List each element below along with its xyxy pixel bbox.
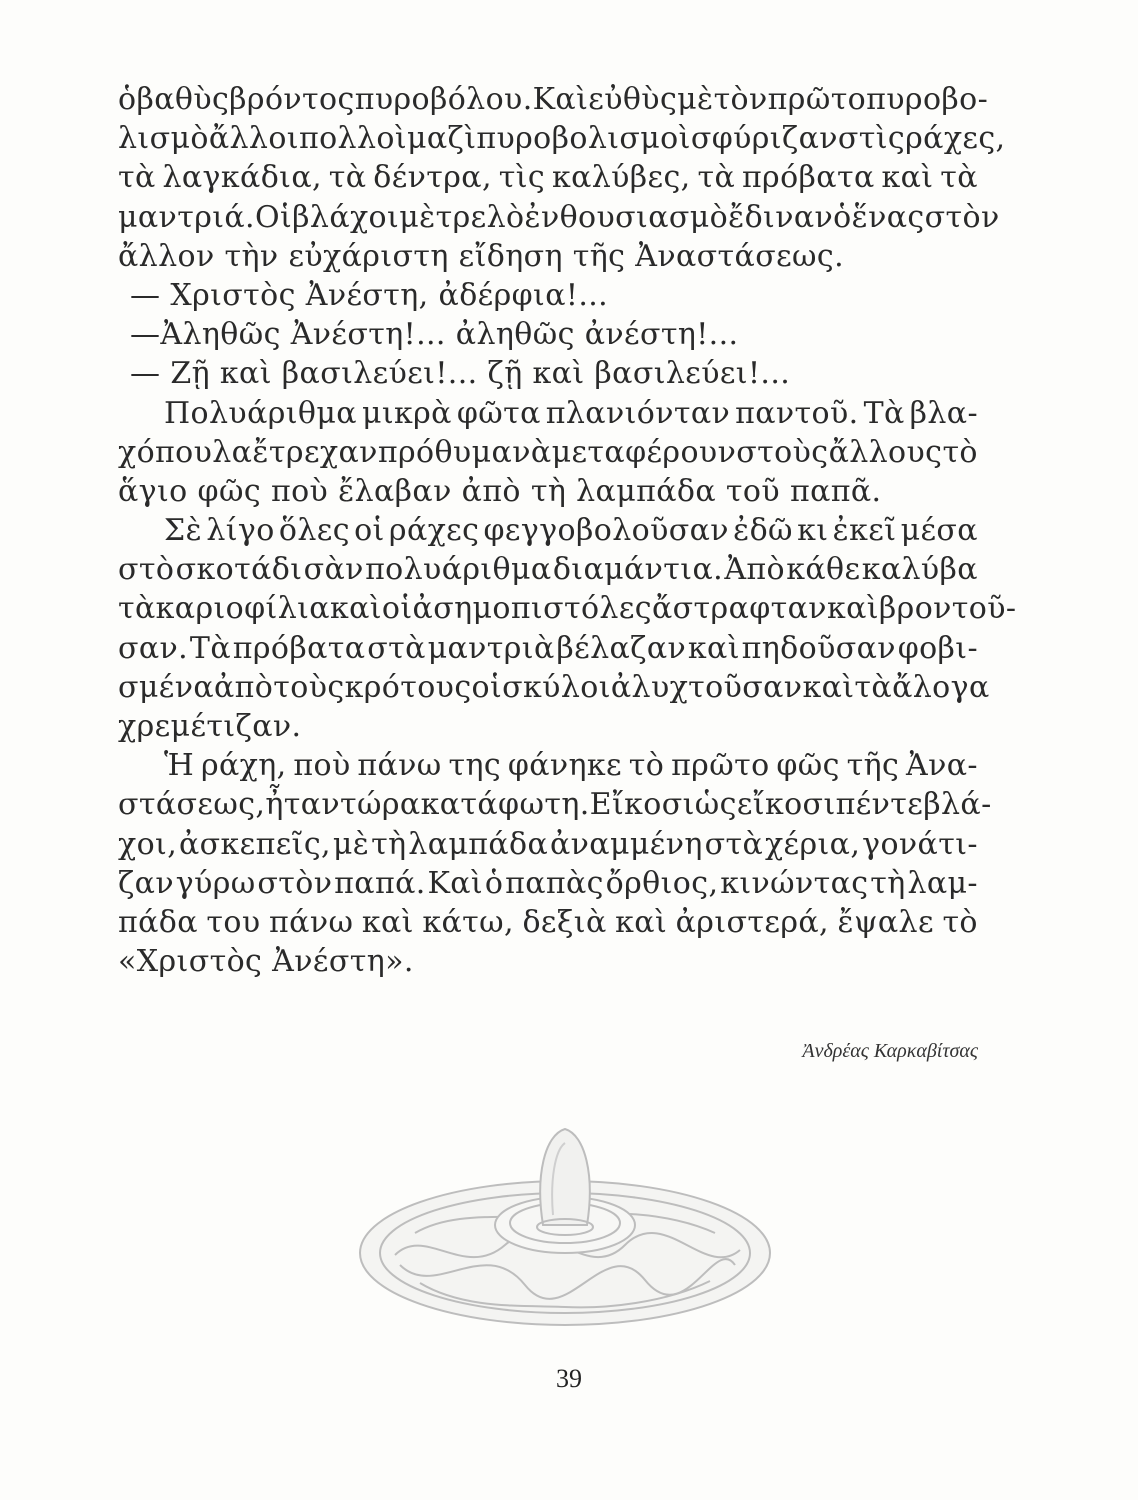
dialogue-line: — Χριστὸς Ἀνέστη, ἀδέρφια!... <box>130 277 609 313</box>
text-line: ἅγιο φῶς ποὺ ἔλαβαν ἀπὸ τὴ λαμπάδα τοῦ παπᾶ. <box>118 473 882 509</box>
text-line: στάσεως, ἦταν τώρα κατάφωτη. Εἴκοσι ὡς εἴκοσι πέντε βλά- <box>118 787 992 823</box>
dialogue-line: —Ἀληθῶς Ἀνέστη!... ἀληθῶς ἀνέστη!... <box>130 317 739 353</box>
text-line: μαντριά. Οἱ βλάχοι μὲ τρελὸ ἐνθουσιασμὸ ἔδιναν ὁ ἕνας στὸν <box>118 199 1000 235</box>
text-line: «Χριστὸς Ἀνέστη». <box>118 944 414 980</box>
text-line: ζαν γύρω στὸν παπά. Καὶ ὁ παπὰς ὄρθιος, κινώντας τὴ λαμ- <box>118 865 978 901</box>
text-line: χοι, ἀσκεπεῖς, μὲ τὴ λαμπάδα ἀναμμένη στὰ χέρια, γονάτι- <box>118 826 978 862</box>
text-line: Σὲ λίγο ὅλες οἱ ράχες φεγγοβολοῦσαν ἐδῶ κι ἐκεῖ μέσα <box>164 513 978 549</box>
dialogue-line: — Ζῇ καὶ βασιλεύει!... ζῇ καὶ βασιλεύει!... <box>130 356 791 392</box>
text-line: ὁ βαθὺς βρόντος πυροβόλου. Καὶ εὐθὺς μὲ τὸν πρῶτο πυροβο- <box>118 82 989 117</box>
text-line: Πολυάριθμα μικρὰ φῶτα πλανιόνταν παντοῦ. Τὰ βλα- <box>164 395 978 431</box>
text-line: χρεμέτιζαν. <box>118 709 302 744</box>
author-signature: Ἀνδρέας Καρκαβίτσας <box>802 1040 978 1062</box>
text-line: πάδα του πάνω καὶ κάτω, δεξιὰ καὶ ἀριστερά, ἔψαλε τὸ <box>118 904 978 940</box>
text-line: σμένα ἀπὸ τοὺς κρότους οἱ σκύλοι ἀλυχτοῦσαν καὶ τὰ ἄλογα <box>118 669 990 705</box>
brooch-illustration <box>355 1115 775 1330</box>
text-line: ἄλλον τὴν εὐχάριστη εἴδηση τῆς Ἀναστάσεως. <box>118 238 845 274</box>
text-line: στὸ σκοτάδι σὰν πολυάριθμα διαμάντια. Ἀπὸ κάθε καλύβα <box>118 552 978 588</box>
text-line: λισμὸ ἄλλοι πολλοὶ μαζὶ πυροβολισμοὶ σφύριζαν στὶς ράχες, <box>118 121 1006 157</box>
text-line: σαν. Τὰ πρόβατα στὰ μαντριὰ βέλαζαν καὶ πηδοῦσαν φοβι- <box>118 630 978 666</box>
text-line: Ἡ ράχη, ποὺ πάνω της φάνηκε τὸ πρῶτο φῶς τῆς Ἀνα- <box>164 748 978 784</box>
text-line: χόπουλα ἔτρεχαν πρόθυμα νὰ μεταφέρουν στοὺς ἄλλους τὸ <box>118 434 978 470</box>
text-line: τὰ καριοφίλια καὶ οἱ ἀσημοπιστόλες ἄστραφταν καὶ βροντοῦ- <box>118 591 1017 627</box>
page-number: 39 <box>556 1364 582 1393</box>
body-text <box>118 80 1017 981</box>
text-line: τὰ λαγκάδια, τὰ δέντρα, τὶς καλύβες, τὰ πρόβατα καὶ τὰ <box>118 160 978 196</box>
